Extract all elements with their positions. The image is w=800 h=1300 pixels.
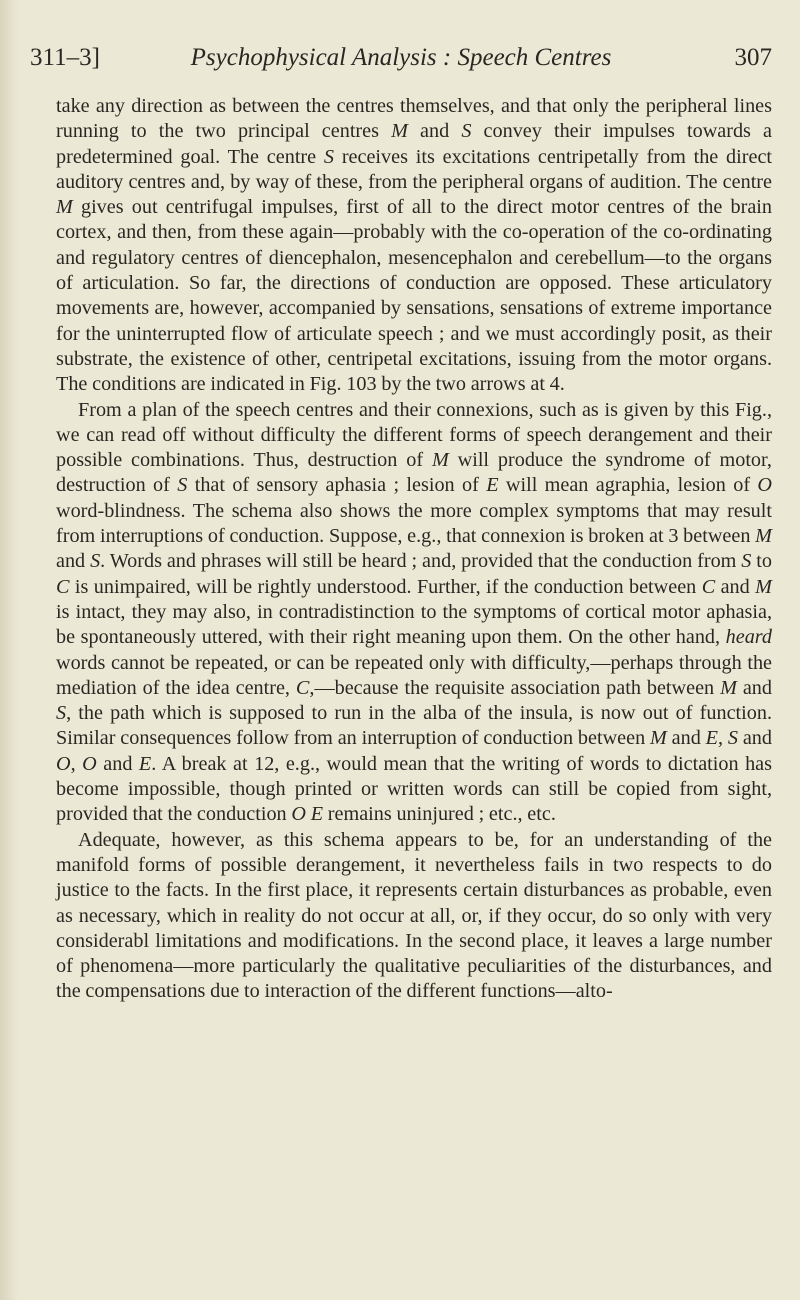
- text-span: gives out centrifugal impulses, first of all to the direct motor centres of the brain cortex, and then, from these again—probably with the co-operation of the co-ordinating and regulatory centres of diencephalon, mesencephalon and cerebellum—to the organs of articulation. So far, the directions of conduction are opposed. These articulatory movements are, however, accompanied by sensations, sensations of extreme importance for the uninterrupted flow of articulate speech ; and we must accordingly posit, as their substrate, the existence of other, centripetal excitations, issuing from the motor organs. The conditions are indicated in Fig. 103 by the two arrows at 4.: [56, 196, 772, 396]
- italic-span: C: [701, 575, 716, 598]
- italic-span: M: [755, 525, 772, 548]
- italic-span: M: [56, 196, 73, 219]
- italic-span: C: [295, 676, 310, 699]
- italic-span: M: [755, 575, 772, 598]
- italic-span: E: [486, 474, 499, 497]
- text-span: ,: [70, 752, 83, 775]
- text-span: words cannot be repeated, or can be repeated only with difficulty,—perhaps through the mediation of the idea centre,: [56, 651, 772, 699]
- italic-span: O E: [291, 803, 324, 826]
- italic-span: heard: [725, 626, 772, 649]
- page-edge-shadow: [0, 0, 18, 1300]
- text-span: convey their impulses towards a predetermined goal. The centre: [56, 120, 772, 168]
- text-span: take any direction as between the centres themselves, and that only the peripheral lines running to the two principal centres: [56, 95, 772, 143]
- italic-span: S: [56, 702, 67, 725]
- italic-span: S: [461, 120, 472, 143]
- italic-span: O: [82, 752, 97, 775]
- italic-span: O: [56, 752, 71, 775]
- text-span: and: [407, 120, 462, 143]
- text-span: that of sensory aphasia ; lesion of: [187, 474, 487, 497]
- italic-span: M: [391, 120, 408, 143]
- italic-span: S: [323, 145, 335, 168]
- text-span: and: [738, 727, 772, 750]
- text-span: ,—because the requisite association path between: [309, 676, 721, 699]
- italic-span: S: [90, 550, 101, 573]
- body-text: [56, 94, 772, 1005]
- running-title: Psychophysical Analysis : Speech Centres: [190, 44, 612, 71]
- running-header: [30, 40, 772, 76]
- text-span: word-blindness. The schema also shows the more complex symptoms that may result from interruptions of conduction. Suppose, e.g., that connexion is broken at 3 between: [56, 499, 772, 548]
- page-number: 307: [734, 44, 772, 71]
- italic-span: M: [431, 449, 449, 472]
- text-span: remains uninjured ; etc., etc.: [323, 803, 556, 826]
- text-span: receives its excitations centripetally from the direct auditory centres and, by way of these, from the peripheral organs of audition. The centre: [56, 145, 773, 193]
- text-span: and: [736, 676, 772, 699]
- section-reference: 311–3]: [30, 44, 100, 71]
- italic-span: C: [56, 575, 70, 598]
- text-span: will mean agraphia, lesion of: [498, 474, 758, 497]
- paragraph-p2: [56, 398, 772, 828]
- text-span: and: [715, 575, 756, 598]
- text-span: . Words and phrases will still be heard ; and, provided that the conduction from: [100, 550, 742, 573]
- paragraph-p3: [56, 828, 772, 1005]
- text-span: is intact, they may also, in contradistinction to the symptoms of cortical motor aphasia, be spontaneously uttered, with their right meaning upon them. On the other hand,: [56, 600, 772, 649]
- text-span: From a plan of the speech centres and their connexions, such as is given by this Fig., we can read off without difficulty the different forms of speech derangement and their possible combinations. Thus, destruction of: [56, 398, 772, 472]
- text-span: to: [751, 550, 772, 573]
- text-span: and: [56, 550, 91, 573]
- italic-span: M: [720, 676, 737, 699]
- text-span: ,: [718, 727, 728, 750]
- italic-span: S: [177, 474, 188, 497]
- text-span: and: [96, 752, 139, 775]
- paragraph-p1: [56, 94, 772, 398]
- text-span: will produce the syndrome of motor, destruction of: [56, 449, 772, 497]
- text-span: Adequate, however, as this schema appears to be, for an understanding of the manifold forms of possible derangement, it nevertheless fails in two respects to do justice to the facts. In the first place, it represents certain disturbances as probable, even as necessary, which in reality do not occur at all, or, if they occur, do so only with very considerabl limitations and modifications. In the second place, it leaves a large number of phenomena—more particularly the qualitative peculiarities of the disturbances, and the compensations due to interaction of the different functions—alto-: [56, 828, 772, 1003]
- italic-span: S: [727, 727, 738, 750]
- italic-span: O: [757, 474, 772, 497]
- text-span: , the path which is supposed to run in the alba of the insula, is now out of function. Similar consequences follow from an interruption of conduction between: [56, 702, 772, 750]
- text-span: is unimpaired, will be rightly understood. Further, if the conduction between: [69, 575, 702, 598]
- italic-span: S: [741, 550, 752, 573]
- italic-span: E: [705, 727, 719, 750]
- text-span: . A break at 12, e.g., would mean that the writing of words to dictation has become impossible, though printed or written words can still be copied from sight, provided that the conduction: [56, 752, 772, 826]
- italic-span: M: [650, 727, 667, 750]
- text-span: and: [666, 727, 706, 750]
- italic-span: E: [138, 752, 152, 775]
